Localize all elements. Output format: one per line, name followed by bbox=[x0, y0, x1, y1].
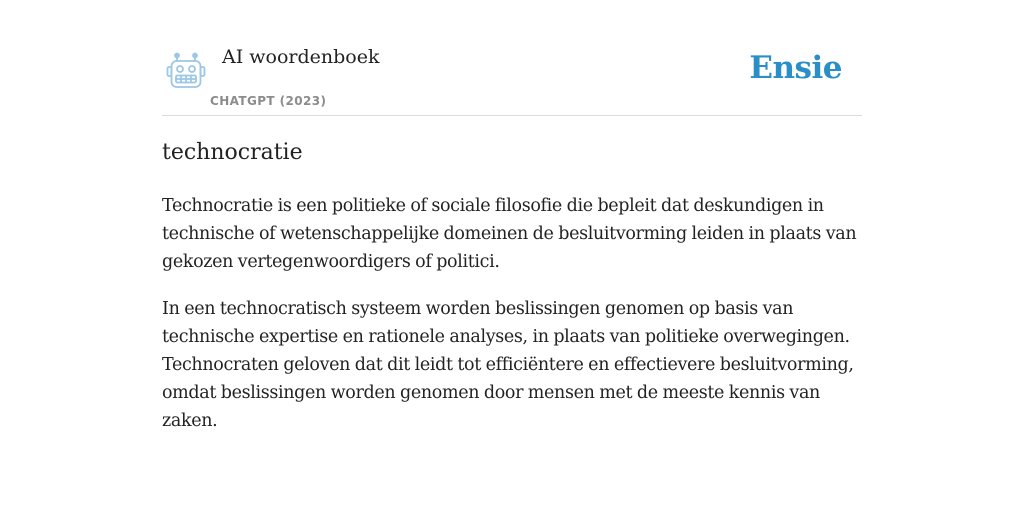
entry-term: technocratie bbox=[162, 140, 303, 165]
entry-definition bbox=[162, 192, 862, 454]
entry-header bbox=[162, 0, 862, 116]
entry-card bbox=[162, 0, 862, 512]
dictionary-source: CHATGPT (2023) bbox=[210, 94, 327, 108]
definition-paragraph: Technocratie is een politieke of sociale filosofie die bepleit dat deskundigen in technische of wetenschappelijke domeinen de besluitvorming leiden in plaats van gekozen vertegenwoordigers of politici. bbox=[162, 196, 857, 272]
dictionary-title[interactable]: AI woordenboek bbox=[222, 46, 380, 68]
robot-icon bbox=[166, 52, 206, 90]
definition-paragraph: In een technocratisch systeem worden beslissingen genomen op basis van technische expertise en rationele analyses, in plaats van politieke overwegingen. Technocraten geloven dat dit leidt tot efficiëntere en effectievere besluitvorming, omdat beslissingen worden genomen door mensen met de meeste kennis van zaken. bbox=[162, 299, 854, 431]
brand-logo-link[interactable]: Ensie bbox=[749, 50, 842, 86]
